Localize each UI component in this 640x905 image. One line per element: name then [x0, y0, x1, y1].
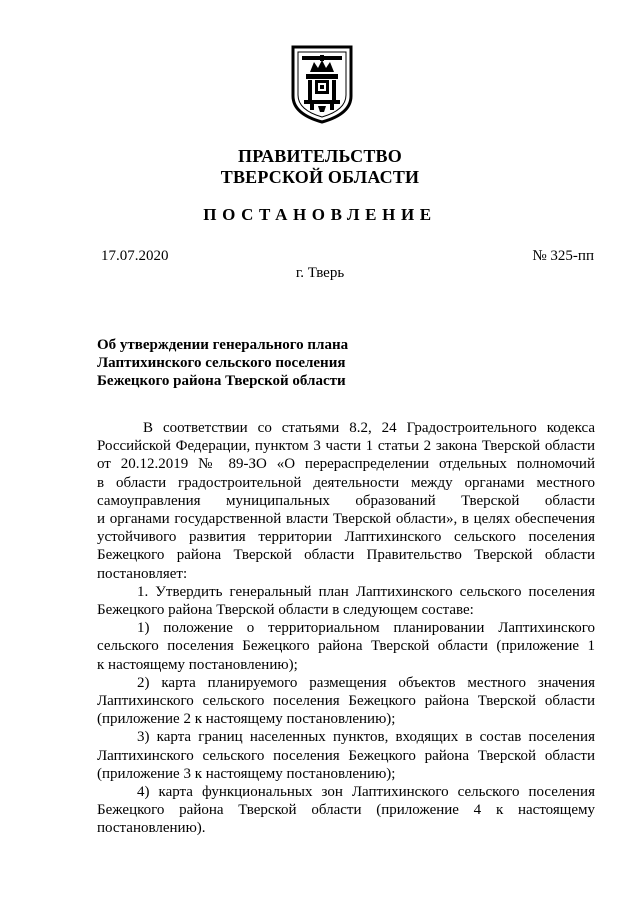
body-line: (приложение 3 к настоящему постановлению); — [97, 765, 396, 782]
document-type: ПОСТАНОВЛЕНИЕ — [203, 205, 437, 224]
body-line: в области градостроительной деятельности между органами местного — [97, 474, 595, 491]
subject-line: Лаптихинского сельского поселения — [97, 355, 346, 371]
body-line: Бежецкого района Тверской области в следующем составе: — [97, 602, 474, 619]
subject-line: Бежецкого района Тверской области — [97, 373, 346, 389]
body-line: 1. Утвердить генеральный план Лаптихинского сельского поселения — [137, 583, 595, 600]
body-line: самоуправления муниципальных образований Тверской области — [97, 492, 595, 509]
subject-line: Об утверждении генерального плана — [97, 337, 349, 353]
document-body — [97, 419, 595, 838]
body-line: 2) карта планируемого размещения объектов местного значения — [137, 674, 595, 691]
body-line: Российской Федерации, пунктом 3 части 1 статьи 2 закона Тверской области — [97, 438, 595, 455]
document-date: 17.07.2020 — [101, 248, 169, 264]
document-city: г. Тверь — [295, 265, 345, 281]
body-line: и органами государственной власти Тверской области», в целях обеспечения — [97, 511, 595, 528]
org-name-line2: ТВЕРСКОЙ ОБЛАСТИ — [220, 167, 420, 187]
tver-coat-of-arms-icon — [290, 44, 354, 124]
body-line: сельского поселения Бежецкого района Тверской области (приложение 1 — [97, 638, 595, 655]
body-line: Бежецкого района Тверской области Правительство Тверской области — [97, 547, 595, 564]
body-line: 4) карта функциональных зон Лаптихинского сельского поселения — [137, 784, 595, 801]
document-number: № 325-пп — [532, 248, 594, 264]
org-name-line1: ПРАВИТЕЛЬСТВО — [238, 146, 402, 166]
body-line: Бежецкого района Тверской области (приложение 4 к настоящему — [97, 802, 595, 819]
body-line: 1) положение о территориальном планировании Лаптихинского — [137, 620, 595, 637]
body-line: к настоящему постановлению); — [97, 656, 298, 673]
body-line: Лаптихинского сельского поселения Бежецкого района Тверской области — [97, 747, 595, 764]
body-line: постановляет: — [97, 565, 188, 582]
body-line: (приложение 2 к настоящему постановлению); — [97, 711, 396, 728]
document-subject — [97, 336, 348, 390]
body-line: 3) карта границ населенных пунктов, входящих в состав поселения — [137, 729, 595, 746]
body-line: Лаптихинского сельского поселения Бежецкого района Тверской области — [97, 693, 595, 710]
body-line: В соответствии со статьями 8.2, 24 Градостроительного кодекса — [143, 420, 595, 436]
body-line: постановлению). — [97, 820, 206, 837]
body-line: устойчивого развития территории Лаптихинского сельского поселения — [97, 529, 595, 546]
body-line: от 20.12.2019 № 89-ЗО «О перераспределении отдельных полномочий — [97, 456, 595, 473]
